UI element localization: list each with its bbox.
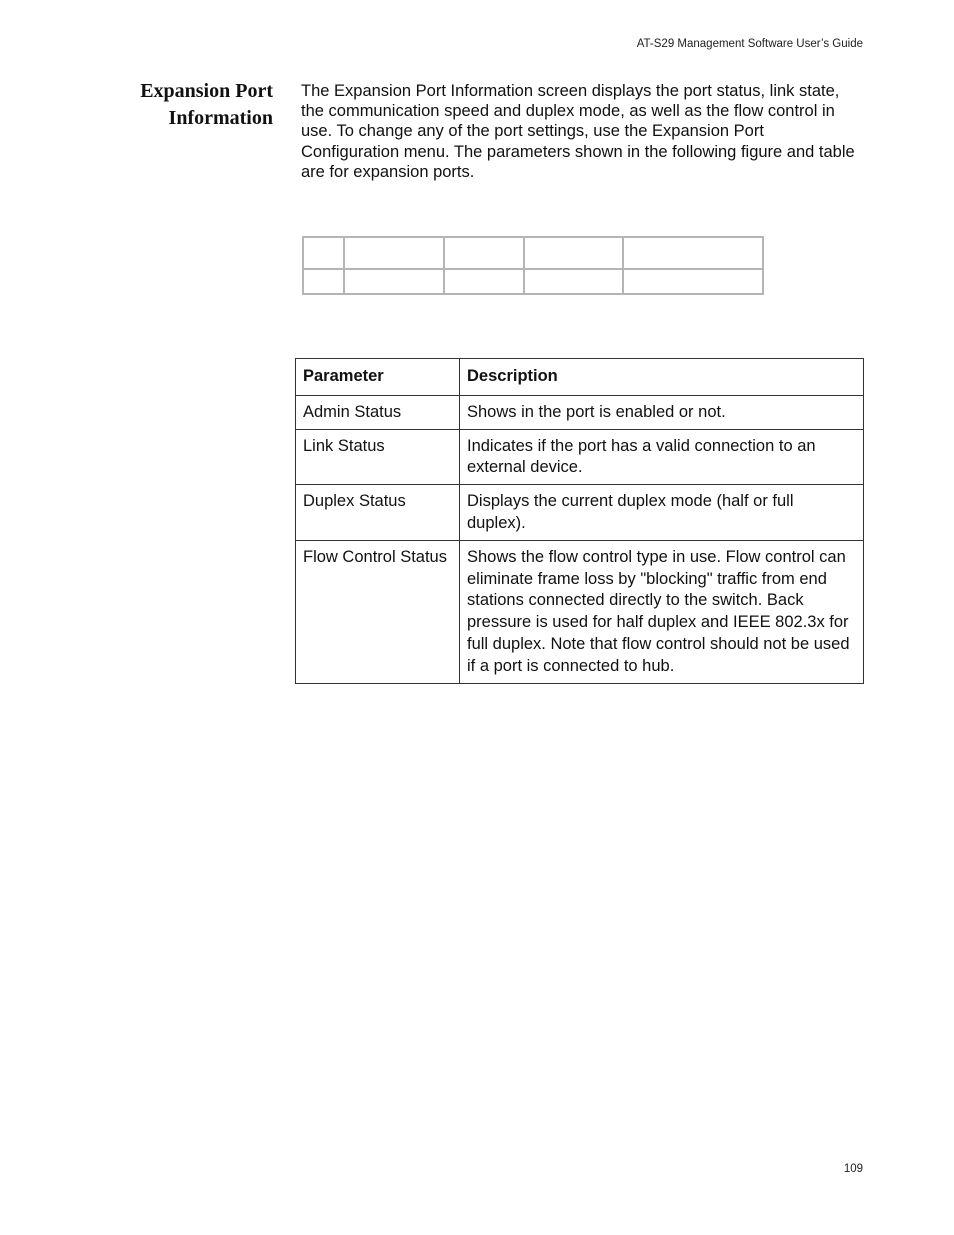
cell-parameter: Link Status bbox=[296, 429, 460, 485]
table-row bbox=[296, 429, 864, 485]
section-title bbox=[80, 78, 273, 132]
cell-parameter: Admin Status bbox=[296, 395, 460, 429]
table-row bbox=[296, 485, 864, 541]
cell-parameter: Duplex Status bbox=[296, 485, 460, 541]
section-title-line-2: Information bbox=[168, 107, 273, 129]
cell-description: Shows the flow control type in use. Flow control can eliminate frame loss by "blocking" traffic from end stations connected directly to the switch. Back pressure is used for half duplex and IEEE 802.3x for full duplex. Note that flow control should not be used if a port is connected to hub. bbox=[460, 540, 864, 683]
header-parameter: Parameter bbox=[296, 359, 460, 396]
table-row bbox=[296, 395, 864, 429]
figure-column-4 bbox=[525, 238, 624, 293]
figure-column-2 bbox=[345, 238, 445, 293]
intro-paragraph: The Expansion Port Information screen displays the port status, link state, the communication speed and duplex mode, as well as the flow control in use. To change any of the port settings, use the Expansion Port Configuration menu. The parameters shown in the following figure and table are for expansion ports. bbox=[301, 82, 855, 181]
parameter-table bbox=[295, 358, 864, 684]
cell-parameter: Flow Control Status bbox=[296, 540, 460, 683]
section-title-line-1: Expansion Port bbox=[140, 80, 273, 102]
figure-column-3 bbox=[445, 238, 525, 293]
expansion-port-screen-figure bbox=[302, 236, 764, 295]
table-row bbox=[296, 540, 864, 683]
figure-row-divider bbox=[304, 268, 762, 270]
cell-description: Displays the current duplex mode (half or full duplex). bbox=[460, 485, 864, 541]
page-number: 109 bbox=[843, 1163, 863, 1175]
cell-description: Shows in the port is enabled or not. bbox=[460, 395, 864, 429]
table-header-row bbox=[296, 359, 864, 396]
header-description: Description bbox=[460, 359, 864, 396]
cell-description: Indicates if the port has a valid connection to an external device. bbox=[460, 429, 864, 485]
figure-column-1 bbox=[304, 238, 345, 293]
running-header: AT-S29 Management Software User’s Guide bbox=[636, 38, 863, 50]
